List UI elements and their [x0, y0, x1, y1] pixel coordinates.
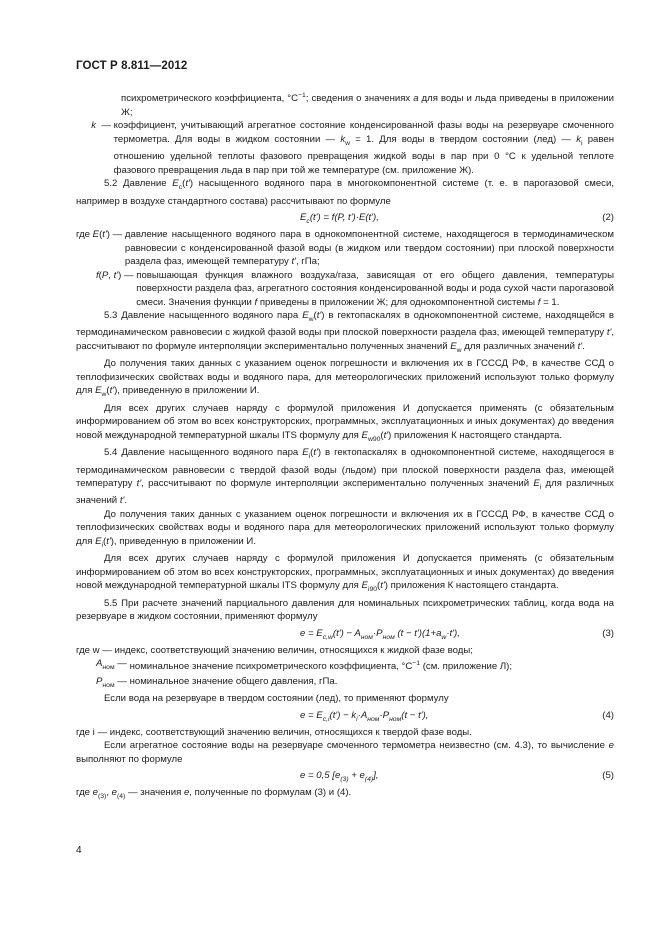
definition-term: $P_{ном}$ —: [96, 675, 130, 689]
where-clause: где i — индекс, соответствующий значению величин, относящихся к твердой фазе воды.: [76, 726, 472, 738]
page-number: 4: [76, 845, 82, 856]
definition-item: [76, 228, 614, 269]
paragraph: 5.2 Давление $E_c(t')$ насыщенного водяного пара в многокомпонентной системе (т. е. в парогазовой смеси, например в воздухе стандартного состава) рассчитывают по формуле: [76, 178, 614, 207]
paragraph: 5.3 Давление насыщенного водяного пара $E_w(t')$ в гектопаскалях в однокомпонентной системе, находящейся в термодинамическом равновесии с жидкой фазой воды при плоской поверхности раздела фаз, имеющей температуру t', рассчитывают по формуле интерполяции экспериментально полученных значений $E_w$ для различных значений t'.: [76, 310, 615, 354]
document-body: [76, 89, 614, 803]
paragraph: Для всех других случаев наряду с формулой приложения И допускается применять (с обязательным информированием об этом во всех конструкторских, программных, эксплуатационных и иных документах) до введения новой международной температурной шкалы ITS формулу для $E_{i90}(t')$ приложения К настоящего стандарта.: [76, 553, 614, 594]
definition-term: где E(t') —: [76, 229, 125, 240]
definition-term: $A_{ном}$ —: [96, 658, 130, 672]
definition-item: [76, 657, 614, 674]
definition-text: номинальное значение общего давления, гПа.: [129, 675, 338, 687]
definition-text: повышающая функция влажного воздуха/газа, зависящая от его общего давления, температуры поверхности раздела фаз, агрегатного состояния конденсированной воды и рода сухой части парогазовой смеси. Значения функции f приведены в приложении Ж; для однокомпонентной системы f = 1.: [136, 269, 614, 308]
formula-expression: e = 0,5 $[e_{(3)} + e_{(4)}]$,: [300, 770, 379, 783]
formula-number: (3): [602, 627, 614, 639]
paragraph: До получения таких данных с указанием оценок погрешности и включения их в ГСССД РФ, в качестве ССД о теплофизических свойствах воды и водяного пара, для метеорологических приложений используют только формулу для $E_w(t')$, приведенную в приложении И.: [76, 358, 614, 399]
document-header: ГОСТ Р 8.811—2012: [76, 60, 188, 72]
formula: [76, 624, 614, 644]
definition-text: коэффициент, учитывающий агрегатное состояние конденсированной фазы воды на резервуаре смоченного термометра. Для воды в жидком состоянии — $k_w = 1$. Для воды в твердом состоянии (лед) — $k_i$ равен отношению удельной теплоты фазового превращения жидкой воды в пар при 0 °С к удельной теплоте фазового превращения льда в пар при той же температуре (см. приложение Ж).: [113, 120, 614, 176]
definition-item: [76, 269, 614, 310]
formula-expression: $e = E_{c,w}(t') - A_{ном}\cdot P_{ном}$ $(t - t')(1+a_w\cdot t')$,: [300, 627, 460, 641]
formula-number: (2): [602, 212, 614, 223]
formula-number: (5): [602, 770, 614, 782]
definition-term: k —: [91, 120, 114, 132]
formula-expression: $e = E_{c,i}(t') - k_i\cdot A_{ном}\cdot P_{ном}(t - t')$,: [300, 709, 429, 723]
definition-text: номинальное значение психрометрического коэффициента, $^\circ С^{-1}$ (см. приложение Л);: [129, 660, 513, 673]
formula: [76, 766, 614, 786]
definition-item: [76, 675, 614, 692]
paragraph: Если агрегатное состояние воды на резервуаре смоченного термометра неизвестно (см. 4.3), то вычисление e выполняют по формуле: [76, 740, 614, 765]
formula-expression: $E_c(t') = f(P$, t')·E(t'),: [300, 212, 379, 225]
definition-term: f(P, t') —: [96, 269, 137, 281]
paragraph: 5.4 Давление насыщенного водяного пара $E_i(t')$ в гектопаскалях в однокомпонентной системе, находящегося в термодинамическом равновесии с твердой фазой воды (льдом) при плоской поверхности раздела фаз, имеющей температуру t', рассчитывают по формуле интерполяции экспериментально полученных значений $E_i$ для различных значений t'.: [76, 447, 614, 507]
paragraph: психрометрического коэффициента, $^\circ С^{-1}$; сведения о значениях a для воды и льда приведены в приложении Ж;: [121, 92, 615, 118]
formula: [76, 208, 614, 228]
where-clause: где $e_{(3)}$, $e_{(4)}$ — значения e, полученные по формулам (3) и (4).: [76, 787, 352, 800]
paragraph: Если вода на резервуаре в твердом состоянии (лед), то применяют формулу: [104, 693, 449, 705]
where-clause: где w — индекс, соответствующий значению величин, относящихся к жидкой фазе воды;: [76, 644, 473, 656]
definition-item: [76, 119, 614, 177]
paragraph: До получения таких данных с указанием оценок погрешности и включения их в ГСССД РФ, в качестве ССД о теплофизических свойствах воды и водяного пара для метеорологических приложений используют только формулу для $E_i(t')$, приведенную в приложении И.: [76, 508, 614, 549]
formula: [76, 706, 614, 726]
definition-text: давление насыщенного водяного пара в однокомпонентной системе, находящегося в термодинамическом равновесии с конденсированной фазой воды (в жидком или твердом состоянии) при плоской поверхности раздела фаз, имеющей температуру t', гПа;: [124, 229, 614, 267]
paragraph: Для всех других случаев наряду с формулой приложения И допускается применять (с обязательным информированием об этом во всех конструкторских, программных, эксплуатационных и иных документах) до введения новой международной температурной шкалы ITS формулу для $E_{w90}(t')$ приложения К настоящего стандарта.: [76, 402, 614, 443]
paragraph: 5.5 При расчете значений парциального давления для номинальных психрометрических таблиц, когда вода на резервуаре в жидком состоянии, применяют формулу: [76, 597, 614, 623]
formula-number: (4): [602, 709, 614, 721]
